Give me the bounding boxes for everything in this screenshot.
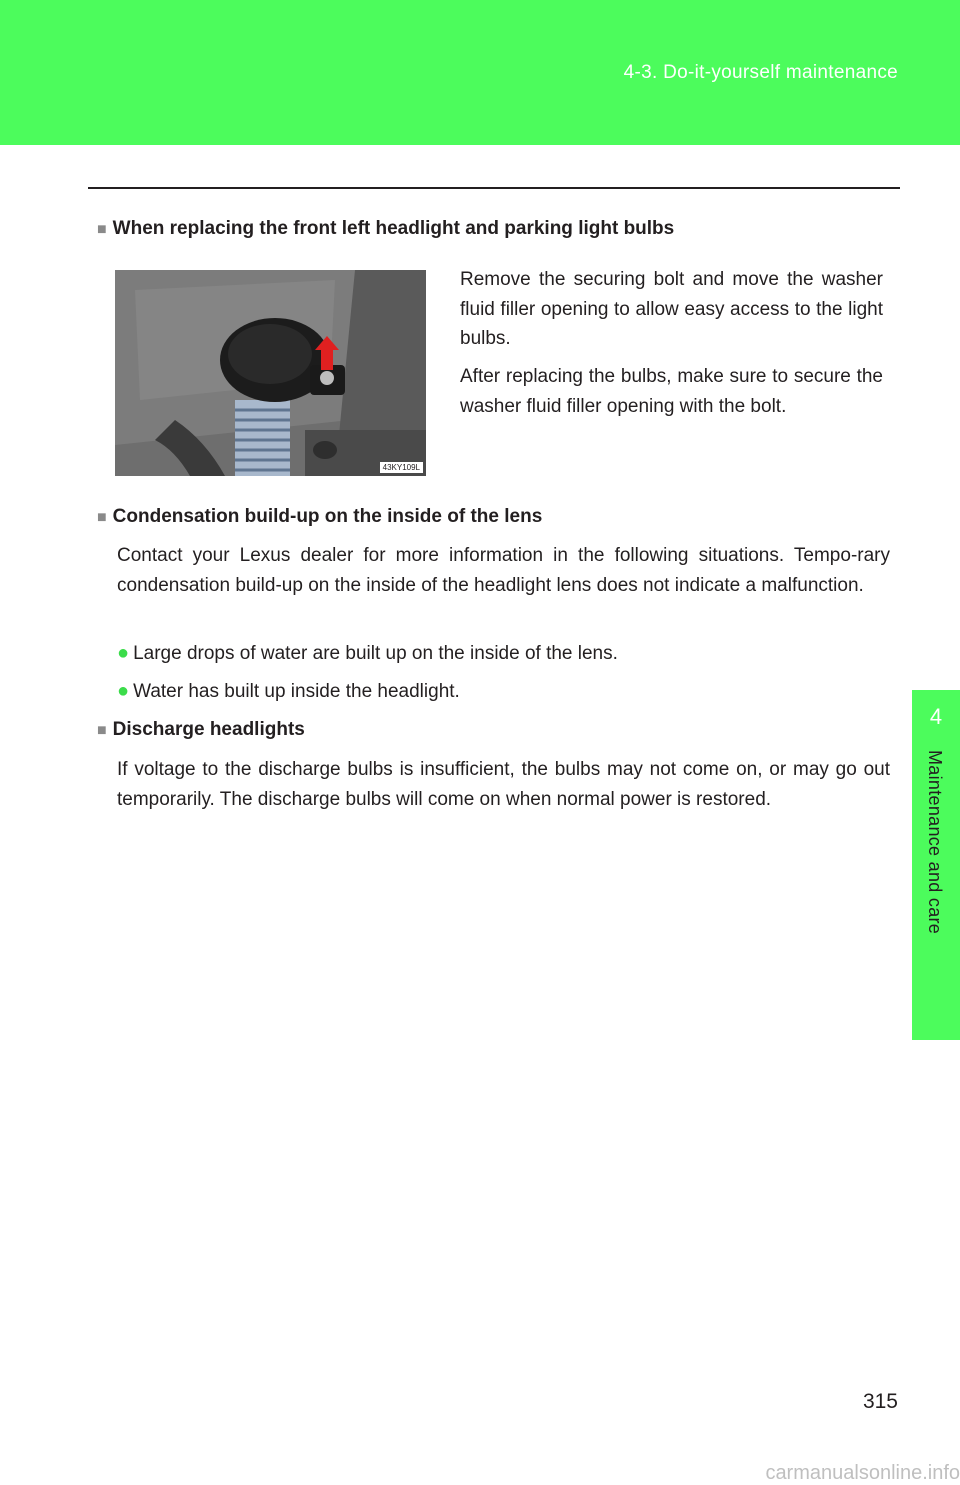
heading-replacing-bulbs [97, 218, 674, 240]
chapter-tab [912, 690, 960, 1040]
image-code: 43KY109L [380, 462, 423, 473]
heading-text: Condensation build-up on the inside of the lens [112, 506, 543, 527]
list-item [117, 680, 460, 703]
chapter-title: Maintenance and care [925, 750, 945, 935]
list-item [117, 642, 618, 665]
heading-text: Discharge headlights [112, 719, 305, 740]
bullet-icon: ● [117, 642, 130, 664]
top-rule [88, 187, 900, 189]
header-band [0, 0, 960, 145]
page-number: 315 [862, 1390, 898, 1413]
heading-text: When replacing the front left headlight and parking light bulbs [112, 218, 675, 239]
washer-filler-illustration [115, 270, 426, 476]
square-marker-icon: ■ [97, 221, 107, 238]
section-title: 4-3. Do-it-yourself maintenance [623, 62, 898, 83]
paragraph-after-replacing: After replacing the bulbs, make sure to secure the washer fluid filler opening with the bolt. [460, 366, 883, 417]
watermark: carmanualsonline.info [765, 1462, 960, 1484]
bullet-icon: ● [117, 680, 130, 702]
square-marker-icon: ■ [97, 722, 107, 739]
paragraph-discharge: If voltage to the discharge bulbs is insufficient, the bulbs may not come on, or may go out temporarily. The discharge bulbs will come on when normal power is restored. [117, 759, 890, 810]
engine-bay-photo [115, 270, 426, 476]
heading-condensation [97, 506, 542, 528]
square-marker-icon: ■ [97, 509, 107, 526]
chapter-number: 4 [929, 704, 943, 729]
paragraph-remove-bolt: Remove the securing bolt and move the washer fluid filler opening to allow easy access to the light bulbs. [460, 269, 883, 349]
paragraph-condensation: Contact your Lexus dealer for more information in the following situations. Tempo-rary condensation build-up on the inside of the headlight lens does not indicate a malfunction. [117, 545, 890, 596]
list-item-text: Water has built up inside the headlight. [133, 681, 460, 702]
heading-discharge [97, 719, 305, 741]
list-item-text: Large drops of water are built up on the inside of the lens. [133, 643, 618, 664]
